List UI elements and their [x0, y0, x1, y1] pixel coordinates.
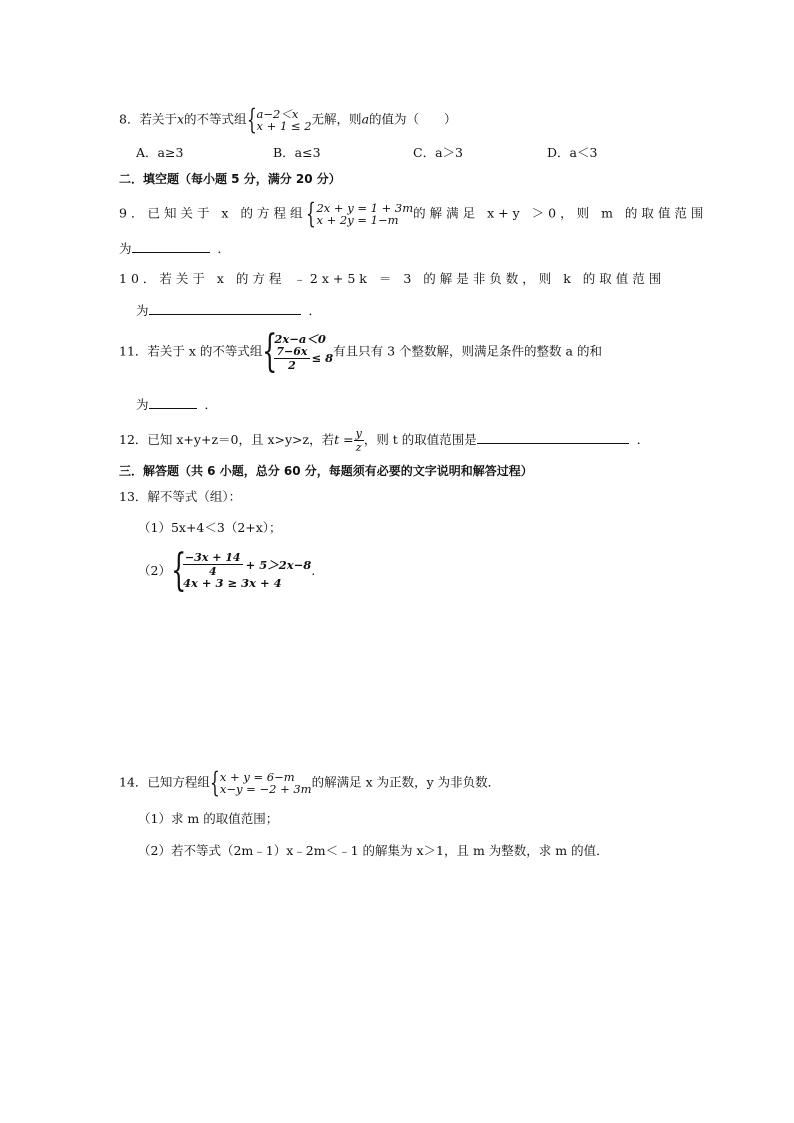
- q9-text-3: 为: [119, 241, 132, 256]
- q9-answer-blank[interactable]: [132, 242, 210, 253]
- q13-system-row-2: 4x + 3 ≥ 3x + 4: [182, 576, 282, 591]
- q8-option-b: B．a≤3: [273, 145, 321, 160]
- q11-system-row-1: 2x−a＜0: [274, 332, 326, 347]
- q13-part-2: [138, 545, 316, 596]
- q13-title: 13．解不等式（组）：: [119, 489, 242, 504]
- q14-system-row-2: x−y = −2 + 3m: [219, 782, 312, 796]
- q8-number: 8．若关于: [119, 111, 177, 127]
- brace-icon: {: [246, 103, 257, 136]
- q9-system-row-1: 2x + y = 1 + 3m: [316, 200, 414, 215]
- q12-fraction: [354, 428, 364, 453]
- q8-option-a: A．a≥3: [136, 145, 184, 160]
- q8-inequality-system: [246, 103, 312, 136]
- q13-inequality-system: [170, 545, 312, 596]
- q9-text-1: 9．已知关于 x 的方程组: [119, 205, 307, 221]
- q11-answer-blank[interactable]: [149, 398, 197, 409]
- q12-text-1: 12．已知 x+y+z＝0，且 x>y>z，若: [119, 432, 335, 447]
- q14-part-2: （2）若不等式（2m﹣1）x﹣2m＜﹣1 的解集为 x＞1，且 m 为整数，求 m 的值．: [138, 843, 609, 858]
- q11-text-2: 为: [136, 397, 149, 412]
- question-11: [119, 326, 602, 377]
- q11-inequality-system: [262, 326, 334, 377]
- q14-part-1: （1）求 m 的取值范围；: [138, 811, 279, 826]
- q13-fraction-denominator: 4: [208, 565, 217, 579]
- q8-tail-2: 的值为（ ）: [369, 111, 457, 127]
- q13-fraction: [183, 552, 243, 577]
- q8-system-row-2: x + 1 ≤ 2: [256, 119, 312, 133]
- q13-part-1: （1）5x+4＜3（2+x）；: [138, 520, 282, 535]
- q14-equation-system: [209, 766, 312, 799]
- q13-fraction-numerator: −3x + 14: [184, 551, 241, 565]
- q10-text-1: 10．若关于 x 的方程 ﹣2x+5k ＝ 3 的解是非负数，则 k 的取值范围: [119, 271, 666, 286]
- q8-option-c: C．a＞3: [413, 145, 463, 160]
- q12-text-2: ，则 t 的取值范围是: [363, 432, 477, 447]
- brace-icon: {: [306, 197, 317, 230]
- brace-icon: {: [209, 766, 220, 799]
- q11-fraction-denominator: 2: [288, 358, 296, 372]
- section-3-title: 三．解答题（共 6 小题，总分 60 分，每题须有必要的文字说明和解答过程）: [119, 464, 533, 478]
- q8-var-x: x: [176, 111, 185, 127]
- q12-t-equals: t =: [334, 432, 354, 447]
- q10-text-2: 为: [136, 303, 149, 318]
- q9-text-2: 的解满足 x+y ＞0，则 m 的取值范围: [413, 205, 708, 221]
- q11-line-2: [136, 398, 217, 412]
- q10-end: ．: [308, 303, 322, 318]
- q11-end: ．: [204, 397, 218, 412]
- q8-tail-1: 无解，则: [311, 111, 362, 127]
- q10-answer-blank[interactable]: [149, 304, 301, 315]
- q8-label: 的不等式组: [184, 111, 247, 127]
- q9-equation-system: [306, 197, 414, 230]
- question-14: [119, 766, 501, 799]
- q11-fraction-numerator: 7−6x: [276, 344, 308, 358]
- question-8: [119, 103, 457, 136]
- q14-system-row-1: x + y = 6−m: [219, 769, 295, 784]
- q11-relation: ≤ 8: [311, 351, 334, 365]
- question-9: [119, 197, 708, 230]
- q14-text-1: 14．已知方程组: [119, 774, 210, 790]
- q12-fraction-numerator: y: [355, 427, 362, 440]
- q11-fraction: [274, 346, 309, 371]
- q9-system-row-2: x + 2y = 1−m: [316, 213, 399, 227]
- q11-tail: 有且只有 3 个整数解，则满足条件的整数 a 的和: [333, 343, 602, 359]
- q12-end: ．: [636, 432, 650, 447]
- q13-system-row-1-rest: + 5＞2x−8: [245, 557, 312, 572]
- q8-option-d: D．a＜3: [547, 145, 598, 160]
- brace-icon: {: [170, 545, 187, 596]
- brace-icon: {: [262, 326, 278, 377]
- q9-end: ．: [217, 241, 231, 256]
- q12-answer-blank[interactable]: [477, 433, 629, 444]
- q10-line-2: [136, 304, 321, 318]
- section-2-title: 二．填空题（每小题 5 分，满分 20 分）: [119, 172, 341, 186]
- q12-fraction-denominator: z: [355, 441, 362, 454]
- q13-part-2-label: （2）: [138, 562, 171, 578]
- q9-line-2: [119, 242, 230, 256]
- q14-text-2: 的解满足 x 为正数，y 为非负数．: [311, 774, 501, 790]
- q8-system-row-1: a−2＜x: [256, 106, 299, 121]
- question-12: [119, 428, 649, 453]
- q13-end: .: [311, 562, 316, 578]
- q11-number: 11．若关于 x 的不等式组: [119, 343, 263, 359]
- q8-var-a: a: [361, 111, 370, 127]
